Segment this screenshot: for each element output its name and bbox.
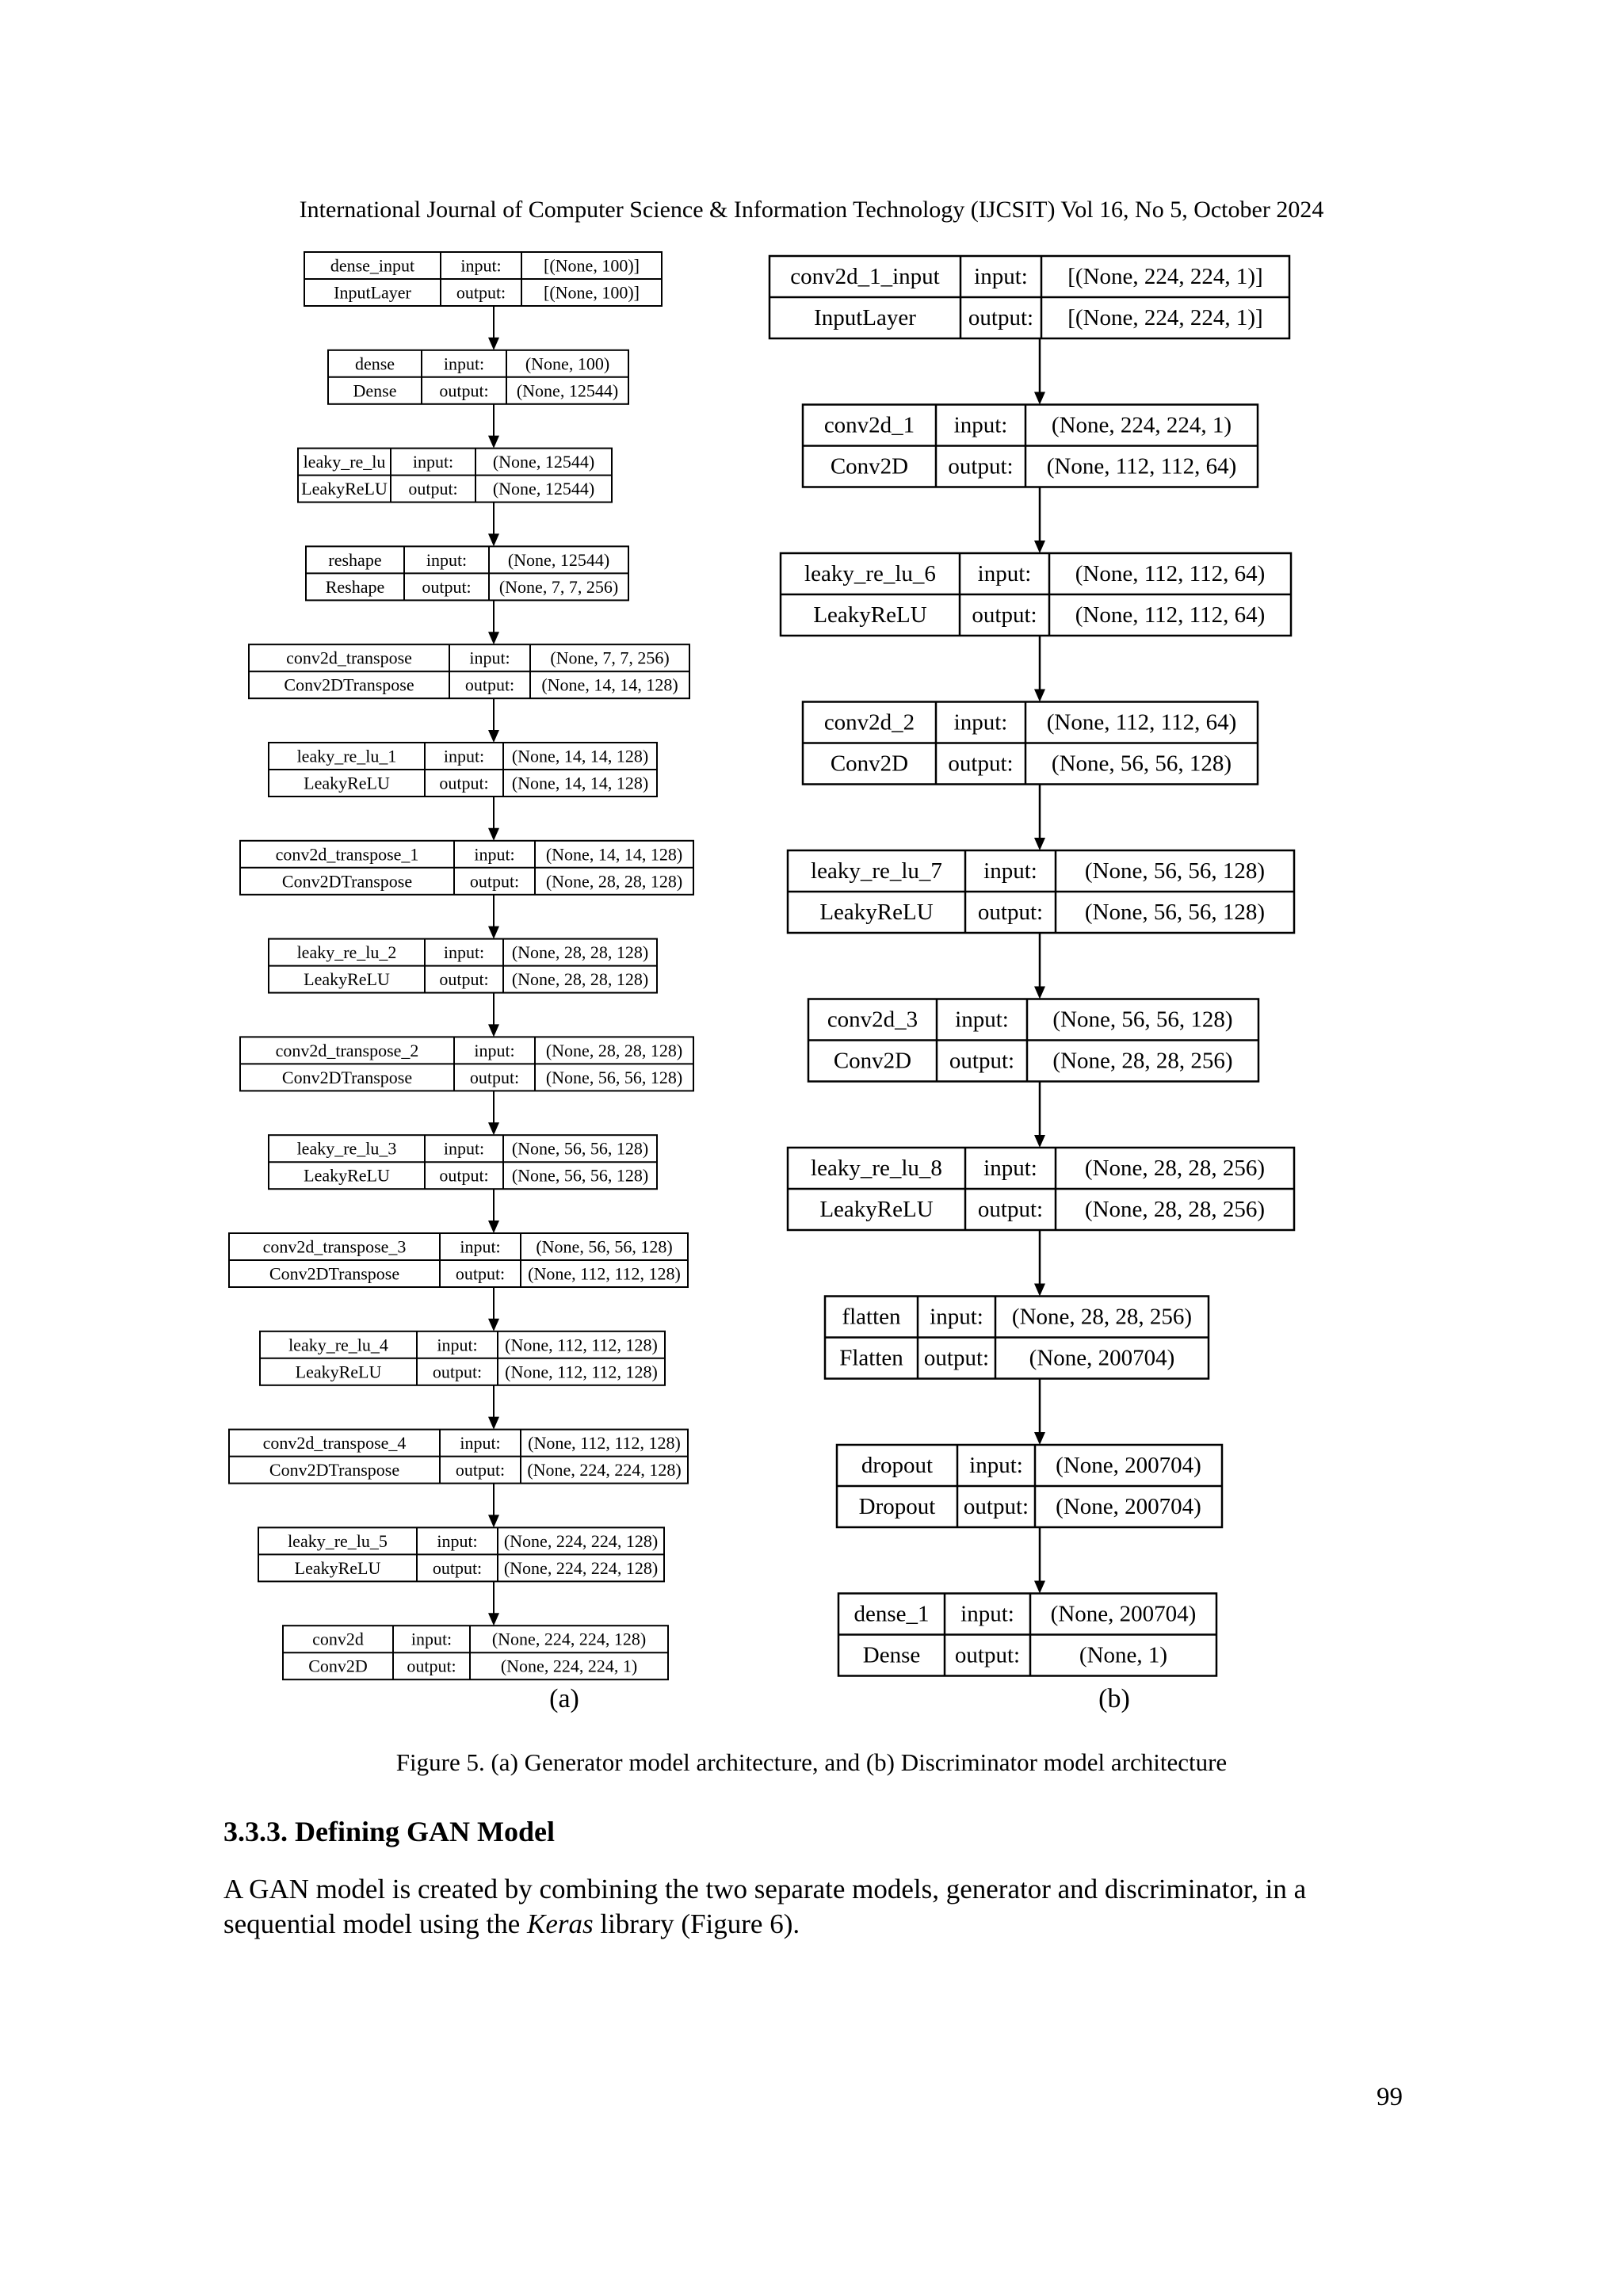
layer-type: Dense xyxy=(862,1642,921,1668)
layer-name: conv2d_1 xyxy=(823,412,915,438)
output-shape: (None, 28, 28, 256) xyxy=(1052,1048,1233,1074)
generator-arrowhead-7 xyxy=(488,926,499,939)
output-shape: (None, 1) xyxy=(1079,1642,1168,1668)
output-port-label: output: xyxy=(432,1362,483,1382)
input-port-label: input: xyxy=(474,1040,515,1060)
output-port-label: output: xyxy=(464,674,515,695)
input-port-label: input: xyxy=(953,412,1008,438)
discriminator-arrowhead-4 xyxy=(1034,838,1045,850)
input-port-label: input: xyxy=(437,1335,478,1355)
input-port-label: input: xyxy=(469,648,510,668)
output-shape: (None, 12544) xyxy=(492,479,595,499)
layer-type: LeakyReLU xyxy=(304,969,390,990)
layer-name: leaky_re_lu_8 xyxy=(811,1156,942,1181)
input-port-label: input: xyxy=(955,1007,1009,1033)
input-shape: (None, 56, 56, 128) xyxy=(511,1138,649,1159)
layer-type: InputLayer xyxy=(814,305,916,330)
discriminator-arrowhead-2 xyxy=(1034,541,1045,553)
input-port-label: input: xyxy=(960,1601,1014,1627)
layer-name: leaky_re_lu_6 xyxy=(804,561,936,586)
input-port-label: input: xyxy=(969,1453,1023,1478)
output-port-label: output: xyxy=(954,1642,1021,1668)
layer-name: dense xyxy=(354,353,395,374)
output-port-label: output: xyxy=(469,1067,520,1087)
input-shape: (None, 224, 224, 1) xyxy=(1051,412,1232,438)
output-port-label: output: xyxy=(923,1345,990,1371)
layer-name: conv2d_3 xyxy=(827,1007,918,1033)
generator-arrowhead-2 xyxy=(488,436,499,449)
input-shape: (None, 56, 56, 128) xyxy=(1052,1007,1233,1033)
output-port-label: output: xyxy=(422,576,472,597)
input-shape: (None, 28, 28, 128) xyxy=(545,1040,683,1060)
input-shape: (None, 200704) xyxy=(1056,1453,1201,1478)
generator-arrowhead-8 xyxy=(488,1024,499,1037)
input-shape: (None, 28, 28, 128) xyxy=(511,942,649,963)
layer-type: Dropout xyxy=(858,1494,936,1519)
layer-name: leaky_re_lu_2 xyxy=(296,942,397,963)
paragraph-emphasis: Keras xyxy=(526,1908,594,1939)
running-header: International Journal of Computer Science & Information Technology (IJCSIT) Vol 16, No 5, October 2024 xyxy=(299,197,1324,223)
input-port-label: input: xyxy=(443,353,485,374)
sublabel-b: (b) xyxy=(1098,1684,1130,1713)
output-shape: (None, 200704) xyxy=(1056,1494,1201,1519)
output-shape: (None, 28, 28, 128) xyxy=(511,969,649,990)
input-shape: (None, 12544) xyxy=(492,452,595,472)
output-port-label: output: xyxy=(469,871,520,892)
sublabel-a: (a) xyxy=(549,1684,579,1713)
output-shape: [(None, 100)] xyxy=(544,282,640,303)
generator-arrowhead-1 xyxy=(488,338,499,350)
generator-arrowhead-4 xyxy=(488,632,499,644)
input-shape: (None, 28, 28, 256) xyxy=(1011,1304,1193,1330)
input-port-label: input: xyxy=(983,1156,1037,1181)
layer-type: Flatten xyxy=(839,1345,903,1371)
input-port-label: input: xyxy=(426,549,468,570)
output-port-label: output: xyxy=(948,453,1014,479)
layer-type: Conv2D xyxy=(830,751,909,777)
layer-name: conv2d_2 xyxy=(823,709,915,735)
output-shape: (None, 12544) xyxy=(516,380,619,401)
layer-type: Reshape xyxy=(325,576,385,597)
input-shape: (None, 224, 224, 128) xyxy=(503,1530,659,1551)
layer-type: LeakyReLU xyxy=(813,602,927,628)
input-port-label: input: xyxy=(460,1236,501,1257)
discriminator-arrowhead-3 xyxy=(1034,690,1045,702)
input-shape: (None, 200704) xyxy=(1050,1601,1197,1627)
layer-type: LeakyReLU xyxy=(819,1197,934,1222)
output-port-label: output: xyxy=(439,380,489,401)
paragraph-text-before: A GAN model is created by combining the two separate models, generator and discriminator, in a sequential model using the xyxy=(223,1874,1307,1939)
input-port-label: input: xyxy=(411,1629,453,1649)
output-shape: (None, 56, 56, 128) xyxy=(1051,751,1232,777)
input-shape: (None, 14, 14, 128) xyxy=(511,746,649,766)
output-port-label: output: xyxy=(408,479,458,499)
output-shape: (None, 14, 14, 128) xyxy=(511,773,649,793)
input-shape: (None, 112, 112, 128) xyxy=(528,1433,681,1454)
section-heading: 3.3.3. Defining GAN Model xyxy=(223,1816,555,1847)
discriminator-arrowhead-8 xyxy=(1034,1432,1045,1445)
layer-name: conv2d_transpose_1 xyxy=(275,844,419,865)
output-shape: (None, 7, 7, 256) xyxy=(498,576,619,597)
layer-type: Dense xyxy=(353,380,397,401)
output-port-label: output: xyxy=(439,1165,489,1186)
figure-caption: Figure 5. (a) Generator model architecture, and (b) Discriminator model architecture xyxy=(395,1748,1228,1776)
output-shape: (None, 224, 224, 1) xyxy=(500,1656,638,1676)
input-port-label: input: xyxy=(930,1304,983,1330)
layer-type: Conv2DTranspose xyxy=(284,674,414,695)
input-port-label: input: xyxy=(977,561,1032,586)
output-port-label: output: xyxy=(407,1656,456,1676)
layer-name: leaky_re_lu_3 xyxy=(296,1138,397,1159)
output-port-label: output: xyxy=(455,1460,506,1480)
input-port-label: input: xyxy=(460,1433,501,1454)
discriminator-arrowhead-9 xyxy=(1034,1581,1045,1594)
output-shape: (None, 28, 28, 256) xyxy=(1084,1197,1266,1222)
input-port-label: input: xyxy=(437,1530,478,1551)
output-shape: (None, 224, 224, 128) xyxy=(527,1460,682,1480)
layer-name: leaky_re_lu_4 xyxy=(288,1335,388,1355)
output-shape: (None, 112, 112, 64) xyxy=(1075,602,1266,628)
layer-type: LeakyReLU xyxy=(304,773,390,793)
body-paragraph xyxy=(223,1872,1404,1942)
layer-name: leaky_re_lu xyxy=(303,452,386,472)
input-shape: (None, 56, 56, 128) xyxy=(536,1236,673,1257)
output-shape: (None, 200704) xyxy=(1029,1345,1175,1371)
output-port-label: output: xyxy=(439,773,489,793)
output-shape: (None, 224, 224, 128) xyxy=(503,1557,659,1578)
output-shape: (None, 56, 56, 128) xyxy=(1084,900,1266,925)
output-port-label: output: xyxy=(972,602,1037,628)
output-port-label: output: xyxy=(963,1494,1029,1519)
layer-name: conv2d_transpose xyxy=(286,648,412,668)
layer-type: Conv2DTranspose xyxy=(281,1067,413,1087)
generator-arrowhead-12 xyxy=(488,1417,499,1430)
layer-type: Conv2D xyxy=(833,1048,912,1074)
output-port-label: output: xyxy=(948,751,1014,777)
output-port-label: output: xyxy=(439,969,489,990)
output-port-label: output: xyxy=(949,1048,1015,1074)
paragraph-text-after: library (Figure 6). xyxy=(593,1908,800,1939)
output-shape: [(None, 224, 224, 1)] xyxy=(1067,305,1263,330)
layer-type: LeakyReLU xyxy=(295,1362,382,1382)
generator-arrowhead-11 xyxy=(488,1319,499,1331)
input-port-label: input: xyxy=(974,264,1028,289)
layer-type: InputLayer xyxy=(334,282,411,303)
output-port-label: output: xyxy=(977,900,1044,925)
input-shape: (None, 28, 28, 256) xyxy=(1084,1156,1266,1181)
layer-name: conv2d xyxy=(312,1629,364,1649)
output-port-label: output: xyxy=(432,1557,483,1578)
generator-arrowhead-10 xyxy=(488,1221,499,1233)
layer-name: dropout xyxy=(861,1453,934,1478)
layer-type: Conv2DTranspose xyxy=(281,871,413,892)
input-port-label: input: xyxy=(412,452,454,472)
input-port-label: input: xyxy=(460,255,502,276)
input-port-label: input: xyxy=(983,858,1037,884)
layer-type: LeakyReLU xyxy=(294,1557,381,1578)
input-port-label: input: xyxy=(953,709,1008,735)
layer-type: LeakyReLU xyxy=(301,479,388,499)
input-shape: (None, 7, 7, 256) xyxy=(550,648,670,668)
input-shape: [(None, 100)] xyxy=(544,255,640,276)
generator-arrowhead-13 xyxy=(488,1515,499,1527)
discriminator-arrowhead-7 xyxy=(1034,1284,1045,1297)
output-shape: (None, 112, 112, 64) xyxy=(1046,453,1237,479)
input-shape: (None, 112, 112, 64) xyxy=(1046,709,1237,735)
discriminator-arrowhead-6 xyxy=(1034,1135,1045,1148)
output-port-label: output: xyxy=(455,1263,506,1284)
layer-type: Conv2D xyxy=(830,453,909,479)
input-shape: (None, 224, 224, 128) xyxy=(491,1629,647,1649)
output-shape: (None, 56, 56, 128) xyxy=(511,1165,649,1186)
output-port-label: output: xyxy=(456,282,506,303)
generator-arrowhead-9 xyxy=(488,1122,499,1135)
generator-arrowhead-6 xyxy=(488,828,499,841)
layer-type: LeakyReLU xyxy=(819,900,934,925)
layer-name: conv2d_transpose_2 xyxy=(275,1040,419,1060)
output-port-label: output: xyxy=(977,1197,1044,1222)
output-shape: (None, 14, 14, 128) xyxy=(541,674,678,695)
layer-name: conv2d_transpose_3 xyxy=(262,1236,407,1257)
layer-name: leaky_re_lu_5 xyxy=(288,1530,388,1551)
layer-name: reshape xyxy=(328,549,382,570)
layer-name: dense_input xyxy=(330,255,415,276)
layer-name: dense_1 xyxy=(854,1601,930,1627)
input-port-label: input: xyxy=(443,746,485,766)
layer-type: Conv2DTranspose xyxy=(269,1263,400,1284)
input-shape: (None, 56, 56, 128) xyxy=(1084,858,1266,884)
generator-arrowhead-14 xyxy=(488,1613,499,1626)
input-shape: (None, 100) xyxy=(525,353,610,374)
output-shape: (None, 112, 112, 128) xyxy=(528,1263,681,1284)
layer-name: conv2d_1_input xyxy=(790,264,940,289)
page-number: 99 xyxy=(1377,2083,1403,2111)
discriminator-arrowhead-1 xyxy=(1034,392,1045,405)
input-shape: (None, 112, 112, 128) xyxy=(505,1335,658,1355)
input-shape: (None, 112, 112, 64) xyxy=(1075,561,1266,586)
layer-name: leaky_re_lu_1 xyxy=(296,746,397,766)
output-shape: (None, 112, 112, 128) xyxy=(505,1362,658,1382)
output-port-label: output: xyxy=(968,305,1034,330)
layer-name: conv2d_transpose_4 xyxy=(262,1433,407,1454)
input-shape: (None, 14, 14, 128) xyxy=(545,844,683,865)
layer-type: Conv2D xyxy=(308,1656,368,1676)
generator-arrowhead-5 xyxy=(488,730,499,743)
input-shape: [(None, 224, 224, 1)] xyxy=(1067,264,1263,289)
layer-type: Conv2DTranspose xyxy=(269,1460,400,1480)
output-shape: (None, 56, 56, 128) xyxy=(545,1067,683,1087)
layer-type: LeakyReLU xyxy=(304,1165,390,1186)
layer-name: leaky_re_lu_7 xyxy=(811,858,942,884)
output-shape: (None, 28, 28, 128) xyxy=(545,871,683,892)
generator-arrowhead-3 xyxy=(488,533,499,546)
input-shape: (None, 12544) xyxy=(507,549,610,570)
input-port-label: input: xyxy=(474,844,515,865)
input-port-label: input: xyxy=(443,1138,485,1159)
discriminator-arrowhead-5 xyxy=(1034,987,1045,999)
input-port-label: input: xyxy=(443,942,485,963)
layer-name: flatten xyxy=(842,1304,901,1330)
